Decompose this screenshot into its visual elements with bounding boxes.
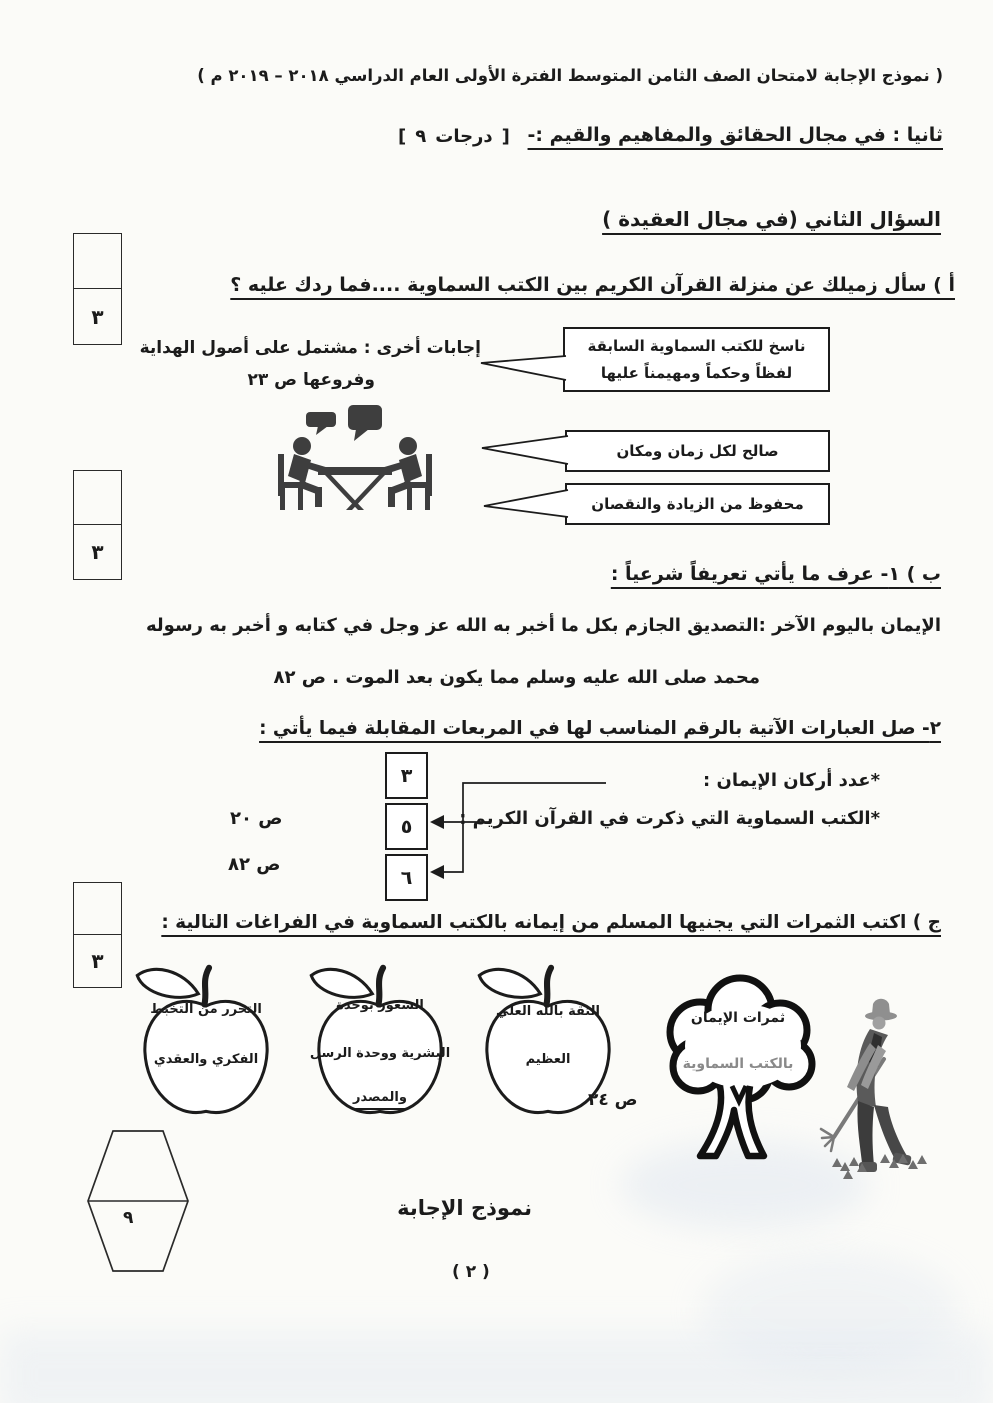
tree-text-line: ثمرات الإيمان (690, 1010, 786, 1026)
apple-text-line: الثقة بالله العلي (496, 1004, 600, 1019)
page-ref-20: ص ٢٠ (230, 808, 283, 829)
footer-label: نموذج الإجابة (397, 1196, 532, 1220)
answer-box-3: محفوظ من الزيادة والنقصان (565, 483, 830, 525)
arrow-left-icon (430, 865, 444, 879)
apple-text-line: الشعور بوحدة (336, 998, 424, 1013)
definition-line1: الإيمان باليوم الآخر :التصديق الجازم بكل ما أخبر به الله عز وجل في كتابه و أخبر به رسوله (146, 615, 941, 636)
fruit-apple-middle (296, 960, 464, 1136)
page-ref-24: ص ٢٤ (588, 1090, 638, 1110)
apple-text-line: والمصدر (353, 1090, 407, 1105)
marks-value: ٩ (415, 126, 427, 147)
marks-box-empty-cell (74, 883, 121, 935)
fruit-apple-left (122, 960, 290, 1136)
matching-item-1: *عدد أركان الإيمان : (703, 770, 880, 791)
apple-text-line: الفكري والعقدي (153, 1052, 259, 1067)
matching-label: ٢- صل العبارات الآتية بالرقم المناسب لها في المربعات المقابلة فيما يأتي : (259, 718, 941, 739)
section-marks (398, 126, 510, 147)
marks-box-empty-cell (74, 234, 121, 289)
farmer-icon (818, 995, 943, 1190)
match-box-5: ٥ (385, 803, 428, 850)
page-number: ( ٢ ) (452, 1262, 490, 1282)
marks-box-score: ٣ (91, 304, 104, 329)
definition-line2: محمد صلى الله عليه وسلم مما يكون بعد الموت . ص ٨٢ (273, 667, 760, 688)
other-answers-line2: وفروعها ص ٢٣ (247, 370, 375, 390)
bracket-close: ] (501, 126, 510, 147)
other-answers-line1: إجابات أخرى : مشتمل على أصول الهداية (139, 338, 481, 358)
question-2-title: السؤال الثاني (في مجال العقيدة ) (602, 207, 941, 231)
marks-box-empty-cell (74, 471, 121, 525)
marks-unit: درجات (435, 126, 493, 147)
bracket-open: [ (398, 126, 407, 147)
part-b-label: ب ) ١- عرف ما يأتي تعريفاً شرعياً : (610, 563, 941, 585)
hexagon-icon (85, 1128, 191, 1274)
discussion-icon (276, 402, 434, 528)
part-c-label: ج ) اكتب الثمرات التي يجنيها المسلم من إيمانه بالكتب السماوية في الفراغات التالية : (161, 912, 941, 933)
tree-text-line: بالكتب السماوية (682, 1056, 794, 1072)
marks-box-a (73, 233, 122, 345)
matching-item-2: *الكتب السماوية التي ذكرت في القرآن الكريم : (459, 808, 880, 829)
faith-tree (648, 968, 828, 1168)
apple-text-line: التحرر من التخبط (150, 1002, 262, 1017)
marks-box-c (73, 882, 122, 988)
apple-icon (122, 960, 290, 1136)
apple-text-line: البشرية ووحدة الرسل (309, 1046, 451, 1061)
marks-box-b (73, 470, 122, 580)
scan-artifact (0, 1330, 993, 1403)
total-score-value: ٩ (123, 1208, 134, 1228)
answer-box-2: صالح لكل زمان ومكان (565, 430, 830, 472)
match-box-3: ٣ (385, 752, 428, 799)
match-box-6: ٦ (385, 854, 428, 901)
total-score-hexagon (85, 1128, 191, 1274)
exam-header: ( نموذج الإجابة لامتحان الصف الثامن المتوسط الفترة الأولى العام الدراسي ٢٠١٨ – ٢٠١٩ م ) (197, 66, 943, 85)
section-title: ثانيا : في مجال الحقائق والمفاهيم والقيم :- (527, 124, 943, 146)
part-a-label: أ ) سأل زميلك عن منزلة القرآن الكريم بين الكتب السماوية ....فما ردك عليه ؟ (230, 274, 955, 296)
arrow-left-icon (430, 815, 444, 829)
answer-box-1: ناسخ للكتب السماوية السابقة لفظاً وحكماً ومهيمناً عليها (563, 327, 830, 392)
scan-artifact (700, 1250, 960, 1370)
marks-box-score: ٣ (91, 540, 104, 564)
apple-text-line: العظيم (525, 1052, 571, 1067)
marks-box-score: ٣ (91, 949, 104, 973)
page-ref-82: ص ٨٢ (228, 854, 281, 875)
